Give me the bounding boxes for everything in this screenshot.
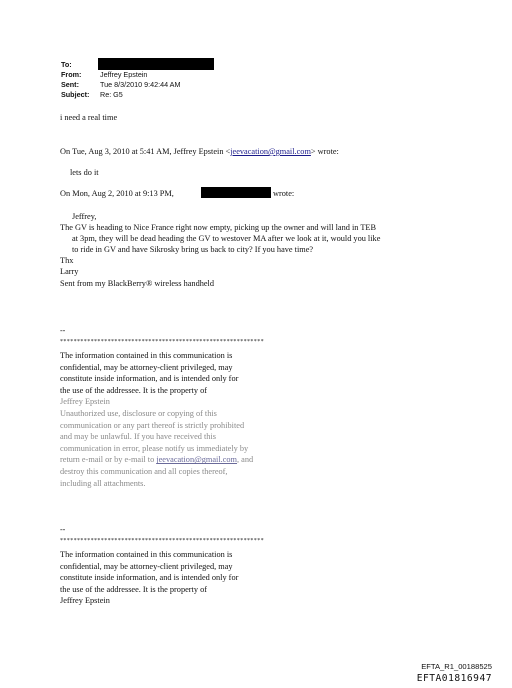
disclaimer-1-email-link[interactable]: jeevacation@gmail.com [156,455,237,465]
subject-label: Subject: [61,90,90,99]
disclaimer-1-grey-line: Unauthorized use, disclosure or copying of this [60,408,217,418]
subject-value: Re: G5 [100,90,123,99]
disclaimer-1-grey-line: communication in error, please notify us immediately by [60,443,249,453]
msg-sent-from: Sent from my BlackBerry® wireless handheld [60,279,214,288]
quote-1-suffix: > wrote: [310,147,339,156]
msg-signature: Larry [60,267,79,276]
disclaimer-2-line: The information contained in this communication is [60,550,233,559]
disclaimer-1-grey-line: and may be unlawful. If you have received this [60,432,216,442]
redaction-to [98,58,214,70]
disclaimer-2-line: constitute inside information, and is intended only for [60,573,239,583]
quote-header-1 [60,146,339,157]
msg-thx: Thx [60,256,74,265]
msg-line-1: The GV is heading to Nice France right now empty, picking up the owner and will land in TEB [60,223,376,232]
from-value: Jeffrey Epstein [100,70,148,79]
separator-dash-2: -- [60,525,66,534]
quote-2-prefix: On Mon, Aug 2, 2010 at 9:13 PM, [60,189,174,198]
quoted-reply-line: lets do it [70,168,99,177]
quote-2-suffix: wrote: [273,189,295,198]
disclaimer-2-line: confidential, may be attorney-client privileged, may [60,561,233,571]
disclaimer-1-line: The information contained in this communication is [60,351,233,360]
bates-number-2: EFTA01816947 [416,673,492,684]
disclaimer-1 [60,350,360,489]
msg-line-2: at 3pm, they will be dead heading the GV to westover MA after we look at it, would you like [72,234,381,243]
sent-label: Sent: [61,80,79,89]
quote-header-2 [60,188,174,199]
quote-1-prefix: On Tue, Aug 3, 2010 at 5:41 AM, Jeffrey Epstein < [60,147,231,156]
to-label: To: [61,60,72,69]
disclaimer-2 [60,549,360,607]
disclaimer-1-email-suffix: , and [236,455,254,465]
disclaimer-1-grey-line: communication or any part thereof is strictly prohibited [60,420,245,430]
sent-value: Tue 8/3/2010 9:42:44 AM [100,80,181,89]
msg-greeting: Jeffrey, [72,212,97,221]
disclaimer-1-grey-line: Jeffrey Epstein [60,397,110,407]
disclaimer-1-line: confidential, may be attorney-client privileged, may [60,362,233,372]
disclaimer-1-grey-line: destroy this communication and all copies thereof, [60,466,228,476]
msg-line-3: to ride in GV and have Sikrosky bring us back to city? If you have time? [72,245,314,254]
disclaimer-2-line: the use of the addressee. It is the property of [60,584,207,594]
quote-1-email-link[interactable]: jeevacation@gmail.com [230,147,311,156]
separator-stars-2: ************************************************************ [60,538,264,544]
disclaimer-1-email-prefix: return e-mail or by e-mail to [60,455,157,465]
disclaimer-2-line: Jeffrey Epstein [60,596,110,606]
disclaimer-1-line: constitute inside information, and is intended only for [60,374,239,384]
disclaimer-1-line: the use of the addressee. It is the property of [60,385,207,395]
from-label: From: [61,70,82,79]
redaction-sender [201,187,271,198]
disclaimer-1-email-line [60,454,360,466]
disclaimer-1-grey-line: including all attachments. [60,478,146,488]
reply-line: i need a real time [60,113,118,122]
bates-number-1: EFTA_R1_00188525 [421,662,492,671]
separator-stars-1: ************************************************************ [60,339,264,345]
separator-dash-1: -- [60,326,66,335]
